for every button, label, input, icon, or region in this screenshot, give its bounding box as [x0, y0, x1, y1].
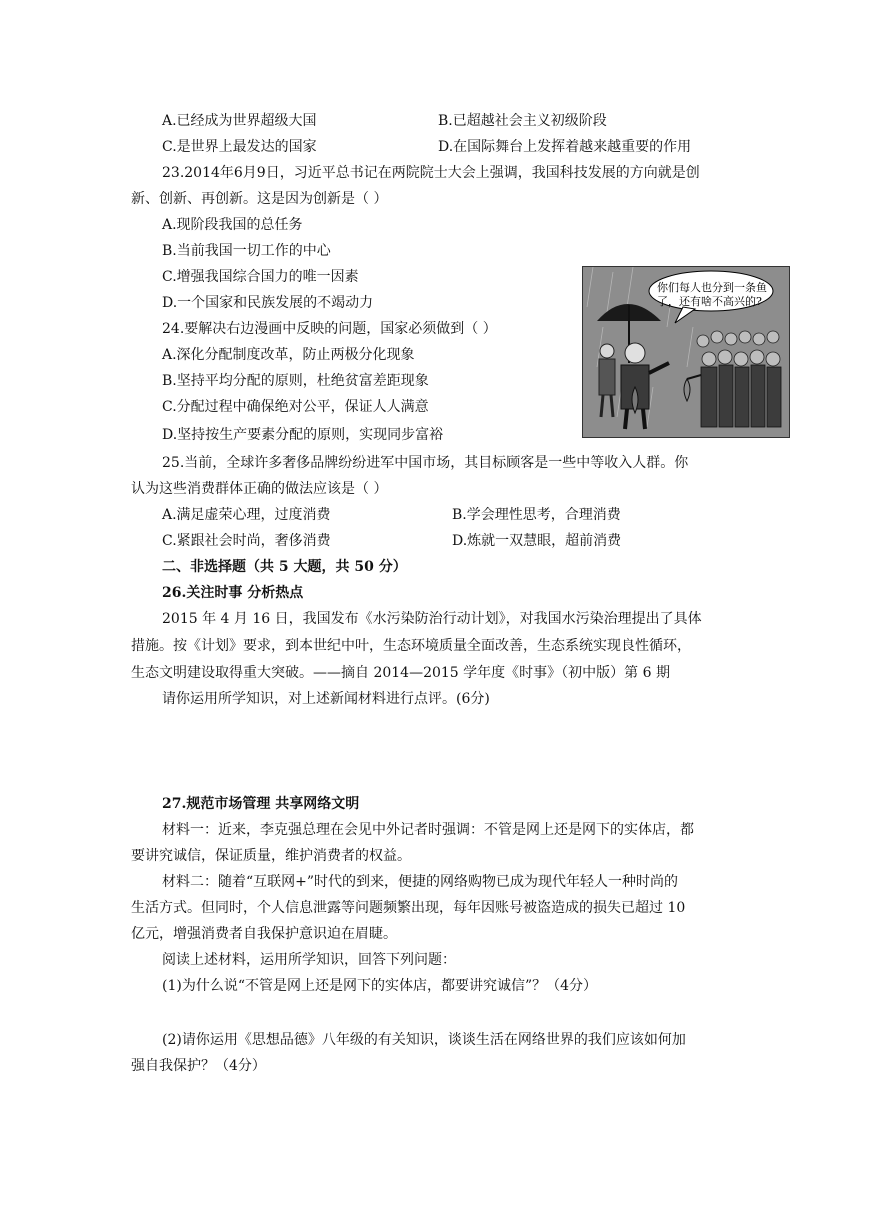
- q26-paragraph-line2: 措施。按《计划》要求，到本世纪中叶，生态环境质量全面改善，生态系统实现良性循环，: [131, 638, 691, 654]
- q22-option-a: A.已经成为世界超级大国: [162, 113, 317, 129]
- q27-subquestion-2-line2: 强自我保护？（4分）: [131, 1058, 266, 1074]
- q27-subquestion-1: (1)为什么说“不管是网上还是网下的实体店，都要讲究诚信”？（4分）: [162, 978, 598, 994]
- q25-stem-line2: 认为这些消费群体正确的做法应该是（ ）: [131, 481, 388, 497]
- q23-option-b: B.当前我国一切工作的中心: [162, 243, 331, 259]
- q24-stem: 24.要解决右边漫画中反映的问题，国家必须做到（ ）: [162, 321, 497, 337]
- q27-material1-line2: 要讲究诚信，保证质量，维护消费者的权益。: [131, 848, 411, 864]
- cartoon-caption: 你们每人也分到一条鱼了，还有啥不高兴的?: [657, 281, 767, 308]
- q26-title: 26.关注时事 分析热点: [162, 585, 304, 601]
- q22-option-d: D.在国际舞台上发挥着越来越重要的作用: [438, 139, 692, 155]
- q24-option-c: C.分配过程中确保绝对公平，保证人人满意: [162, 399, 429, 415]
- q26-paragraph-line1: 2015 年 4 月 16 日，我国发布《水污染防治行动计划》，对我国水污染治理提出了具体: [162, 611, 702, 627]
- q25-option-a: A.满足虚荣心理，过度消费: [162, 507, 331, 523]
- q23-option-a: A.现阶段我国的总任务: [162, 217, 303, 233]
- q26-paragraph-line3: 生态文明建设取得重大突破。——摘自 2014—2015 学年度《时事》（初中版）第 6 期: [131, 665, 670, 681]
- q22-option-c: C.是世界上最发达的国家: [162, 139, 317, 155]
- cartoon-illustration: [582, 266, 790, 438]
- q23-option-d: D.一个国家和民族发展的不竭动力: [162, 295, 374, 311]
- q25-option-b: B.学会理性思考，合理消费: [452, 507, 621, 523]
- q22-option-b: B.已超越社会主义初级阶段: [438, 113, 607, 129]
- q25-stem-line1: 25.当前，全球许多奢侈品牌纷纷进军中国市场，其目标顾客是一些中等收入人群。你: [162, 455, 689, 471]
- q27-title: 27.规范市场管理 共享网络文明: [162, 796, 360, 812]
- q27-material2-line1: 材料二：随着“互联网+”时代的到来，便捷的网络购物已成为现代年轻人一种时尚的: [162, 874, 679, 890]
- q27-material2-line3: 亿元，增强消费者自我保护意识迫在眉睫。: [131, 926, 397, 942]
- q25-option-d: D.炼就一双慧眼，超前消费: [452, 533, 622, 549]
- section-heading: 二、非选择题（共 5 大题，共 50 分）: [162, 559, 407, 575]
- q27-material1-line1: 材料一：近来，李克强总理在会见中外记者时强调：不管是网上还是网下的实体店，都: [162, 822, 694, 838]
- q27-subquestion-2-line1: (2)请你运用《思想品德》八年级的有关知识，谈谈生活在网络世界的我们应该如何加: [162, 1032, 686, 1048]
- q26-prompt: 请你运用所学知识，对上述新闻材料进行点评。(6分): [162, 691, 490, 707]
- q23-option-c: C.增强我国综合国力的唯一因素: [162, 269, 359, 285]
- q23-stem-line1: 23.2014年6月9日，习近平总书记在两院院士大会上强调，我国科技发展的方向就是创: [162, 165, 700, 181]
- q23-stem-line2: 新、创新、再创新。这是因为创新是（ ）: [131, 191, 388, 207]
- q27-material2-line2: 生活方式。但同时，个人信息泄露等问题频繁出现，每年因账号被盗造成的损失已超过 10: [131, 900, 686, 916]
- q27-instruction: 阅读上述材料，运用所学知识，回答下列问题：: [162, 952, 456, 968]
- q24-option-d: D.坚持按生产要素分配的原则，实现同步富裕: [162, 427, 444, 443]
- q25-option-c: C.紧跟社会时尚，奢侈消费: [162, 533, 331, 549]
- q24-option-b: B.坚持平均分配的原则，杜绝贫富差距现象: [162, 373, 429, 389]
- q24-option-a: A.深化分配制度改革，防止两极分化现象: [162, 347, 415, 363]
